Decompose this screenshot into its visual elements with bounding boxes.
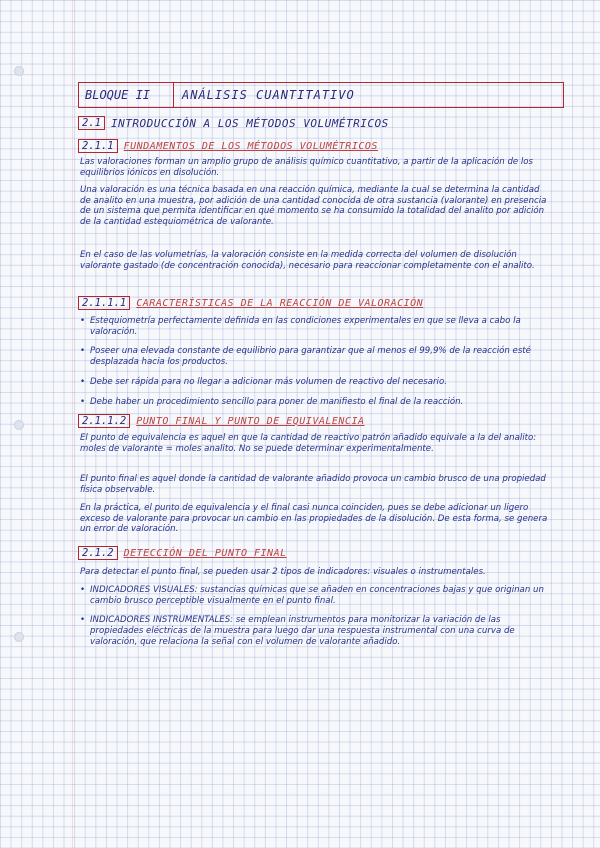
- subsection-title: FUNDAMENTOS DE LOS MÉTODOS VOLUMÉTRICOS: [123, 140, 378, 152]
- margin-line: [72, 0, 73, 848]
- block-title: [78, 82, 564, 108]
- subsection-title: DETECCIÓN DEL PUNTO FINAL: [123, 547, 287, 559]
- subsection-title: PUNTO FINAL Y PUNTO DE EQUIVALENCIA: [136, 415, 365, 427]
- bullet-list: [80, 585, 550, 657]
- binder-hole: [14, 632, 24, 642]
- binder-hole: [14, 420, 24, 430]
- subsection-number: 2.1.1: [78, 139, 118, 153]
- subsection-heading-caracteristicas: [78, 296, 423, 310]
- subsection-heading-punto-final: [78, 414, 364, 428]
- paragraph: Para detectar el punto final, se pueden usar 2 tipos de indicadores: visuales o instrumentales.: [80, 567, 486, 577]
- subsection-number: 2.1.1.1: [78, 296, 130, 310]
- section-number: 2.1: [78, 116, 105, 130]
- list-item: • INDICADORES INSTRUMENTALES: se emplean instrumentos para monitorizar la variación de las propiedades eléctricas de la muestra para luego dar una respuesta instrumental con una curva de valoración, que relaciona la señal con el volumen de valorante añadido.: [80, 615, 550, 647]
- binder-hole: [14, 66, 24, 76]
- paragraph: El punto final es aquel donde la cantidad de valorante añadido provoca un cambio brusco de una propiedad física observable.: [80, 474, 546, 495]
- section-heading: [78, 116, 389, 130]
- paragraph: En el caso de las volumetrías, la valoración consiste en la medida correcta del volumen de disolución valorante gastado (de concentración conocida), necesario para reaccionar completamente con el analito.: [80, 250, 535, 271]
- bullet-list: [80, 316, 550, 416]
- subsection-number: 2.1.2: [78, 546, 118, 560]
- block-label: BLOQUE II: [79, 83, 174, 107]
- subsection-heading-fundamentos: [78, 139, 378, 153]
- list-item: • Estequiometría perfectamente definida en las condiciones experimentales en que se lleva a cabo la valoración.: [80, 316, 550, 337]
- list-item: • INDICADORES VISUALES: sustancias químicas que se añaden en concentraciones bajas y que originan un cambio brusco perceptible visualmente en el punto final.: [80, 585, 550, 606]
- block-name: ANÁLISIS CUANTITATIVO: [182, 88, 355, 102]
- paragraph: Las valoraciones forman un amplio grupo de análisis químico cuantitativo, a partir de la aplicación de los equilibrios iónicos en disolución.: [80, 157, 534, 178]
- subsection-title: CARACTERÍSTICAS DE LA REACCIÓN DE VALORACIÓN: [136, 297, 424, 309]
- list-item: • Debe haber un procedimiento sencillo para poner de manifiesto el final de la reacción.: [80, 397, 550, 408]
- list-item: • Debe ser rápida para no llegar a adicionar más volumen de reactivo del necesario.: [80, 377, 550, 388]
- paragraph: En la práctica, el punto de equivalencia y el final casi nunca coinciden, pues se debe adicionar un ligero exceso de valorante para provocar un cambio en las propiedades de la disolución. De esta forma, se genera un error de valoración.: [80, 503, 548, 535]
- list-item: • Poseer una elevada constante de equilibrio para garantizar que al menos el 99,9% de la reacción esté desplazada hacia los productos.: [80, 346, 550, 367]
- subsection-number: 2.1.1.2: [78, 414, 130, 428]
- section-title: INTRODUCCIÓN A LOS MÉTODOS VOLUMÉTRICOS: [110, 116, 389, 130]
- paragraph: El punto de equivalencia es aquel en que la cantidad de reactivo patrón añadido equivale a la del analito: moles de valorante = moles analito. No se puede determinar experimentalmente.: [80, 433, 537, 454]
- paragraph: Una valoración es una técnica basada en una reacción química, mediante la cual se determina la cantidad de analito en una muestra, por adición de una cantidad conocida de otra sustancia (valorante) en presencia de un sistema que permita identificar en qué momento se ha consumido la totalidad del analito por adición de la cantidad estequiométrica de valorante.: [80, 185, 547, 228]
- subsection-heading-deteccion: [78, 546, 287, 560]
